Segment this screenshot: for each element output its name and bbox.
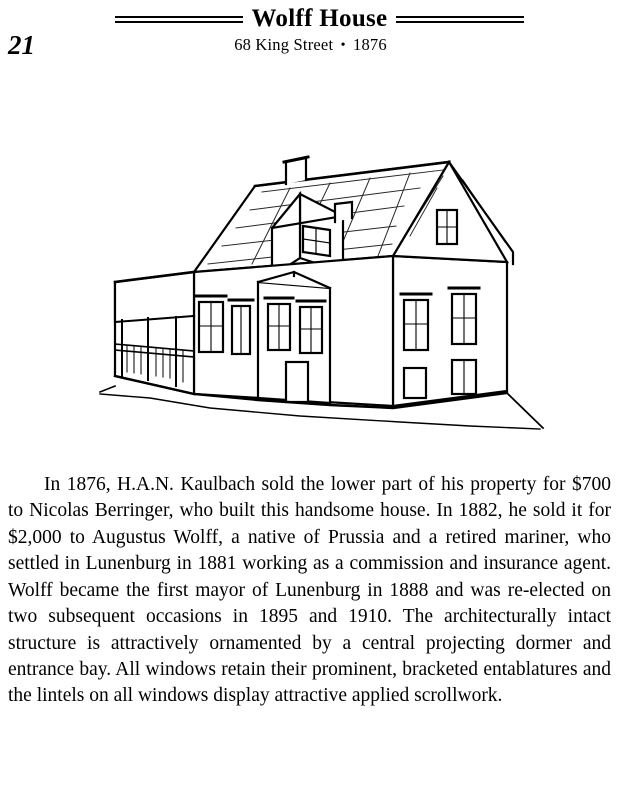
subtitle-address: 68 King Street bbox=[234, 35, 334, 55]
house-illustration bbox=[0, 76, 621, 456]
double-rule-right-icon bbox=[396, 16, 524, 23]
title-block bbox=[0, 6, 621, 55]
title-rule-row bbox=[0, 6, 621, 32]
entry-number: 21 bbox=[8, 30, 35, 60]
double-rule-left-icon bbox=[115, 16, 243, 23]
subtitle-year: 1876 bbox=[353, 35, 387, 55]
subtitle bbox=[0, 35, 621, 55]
entry-header bbox=[0, 0, 621, 76]
page-title: Wolff House bbox=[251, 5, 388, 32]
subtitle-separator-icon: • bbox=[340, 38, 346, 54]
body-paragraph: In 1876, H.A.N. Kaulbach sold the lower part of his property for $700 to Nicolas Berringer, who built this handsome house. In 1882, he sold it for $2,000 to Augustus Wolff, a native of Prussia and a retired mariner, who settled in Lunenburg in 1881 working as a commission and insurance agent. Wolff became the first mayor of Lunenburg in 1888 and was re-elected on two subsequent occasions in 1895 and 1910. The architecturally intact structure is attractively ornamented by a central projecting dormer and entrance bay. All windows retain their prominent, bracketed entablatures and the lintels on all windows display attractive applied scrollwork. bbox=[8, 474, 611, 707]
body-text bbox=[8, 472, 611, 710]
